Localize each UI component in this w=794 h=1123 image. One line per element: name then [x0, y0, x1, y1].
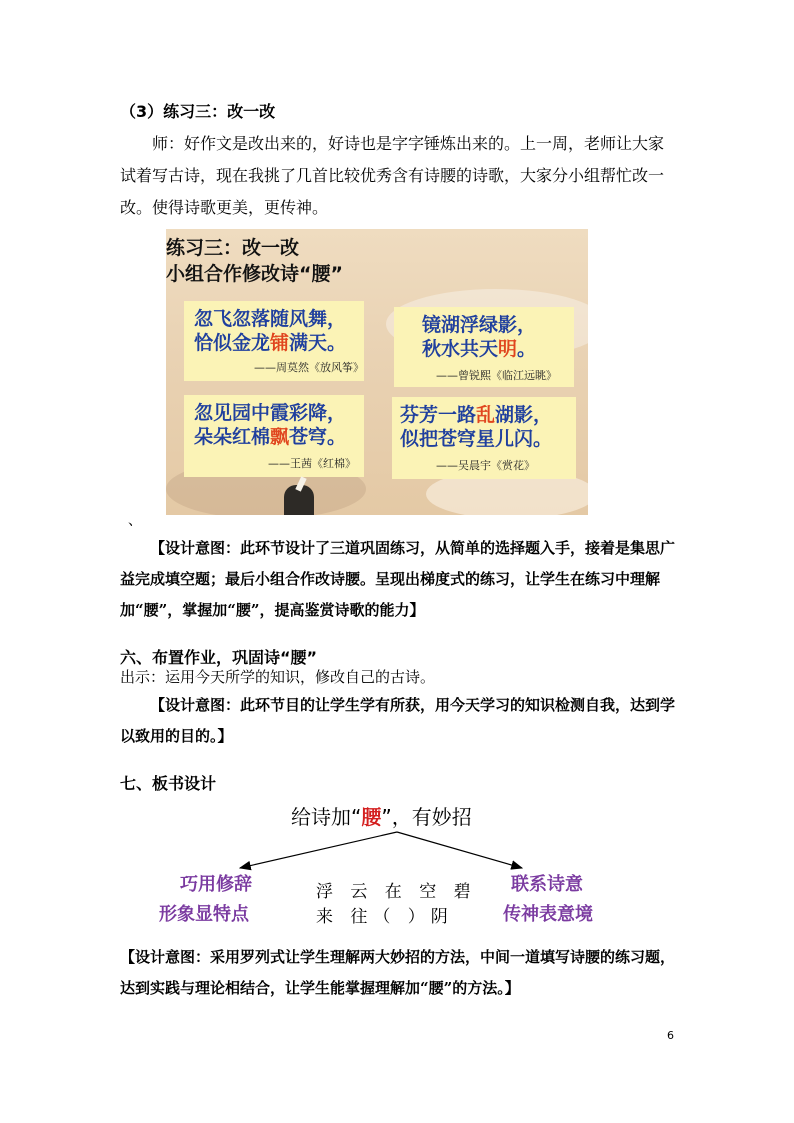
section6-task: 出示：运用今天所学的知识，修改自己的古诗。 — [120, 668, 436, 686]
poem-source: ——曾锐熙《临江远眺》 — [436, 369, 557, 382]
board-title: 给诗加“腰”，有妙招 — [291, 805, 472, 829]
poem-line: 镜湖浮绿影， — [422, 314, 537, 336]
poem-source: ——王茜《红棉》 — [268, 457, 356, 470]
poem-highlight: 飘 — [270, 426, 290, 448]
section7-heading: 七、板书设计 — [120, 774, 217, 793]
page-number: 6 — [667, 1029, 674, 1042]
poem-highlight: 铺 — [270, 332, 290, 354]
stray-mark: 、 — [128, 513, 142, 529]
poem-line: 忽飞忽落随风舞， — [194, 308, 347, 330]
section6-heading: 六、布置作业，巩固诗“腰” — [120, 648, 318, 667]
design-intent-1: 【设计意图：此环节设计了三道巩固练习，从简单的选择题入手，接着是集思广益完成填空题；最后小组合作改诗腰。呈现出梯度式的练习，让学生在练习中理解加“腰”，掌握加“腰”，提高鉴赏诗歌的能力】 — [120, 539, 676, 619]
right-arrow — [397, 832, 522, 868]
board-mid-2: 来 往（ ）阴 — [316, 907, 454, 927]
slide-title-1: 练习三：改一改 — [166, 237, 300, 259]
poem-line: 似把苍穹星儿闪。 — [400, 428, 553, 450]
slide-title-2: 小组合作修改诗“腰” — [166, 263, 343, 285]
poem-line: 秋水共天明。 — [422, 338, 537, 360]
board-right-2: 传神表意境 — [503, 904, 593, 925]
poem-source: ——周莫然《放风筝》 — [254, 361, 364, 374]
poem-highlight: 乱 — [476, 404, 496, 426]
design-intent-2: 【设计意图：此环节目的让学生学有所获，用今天学习的知识检测自我，达到学以致用的目的。】 — [120, 696, 676, 745]
board-left-1: 巧用修辞 — [180, 874, 252, 895]
poem-source: ——吴晨宇《赏花》 — [436, 459, 535, 472]
section3-paragraph: 师：好作文是改出来的，好诗也是字字锤炼出来的。上一周，老师让大家试着写古诗，现在我挑了几首比较优秀含有诗腰的诗歌，大家分小组帮忙改一改。使得诗歌更美，更传神。 — [120, 134, 665, 217]
left-arrow — [240, 832, 397, 868]
board-right-1: 联系诗意 — [511, 874, 583, 895]
board-left-2: 形象显特点 — [159, 904, 249, 925]
poem-line: 恰似金龙铺满天。 — [194, 332, 347, 354]
section3-heading: （3）练习三：改一改 — [120, 102, 276, 121]
poem-line: 忽见园中霞彩降， — [194, 402, 347, 424]
poem-line: 芬芳一路乱湖影， — [400, 404, 553, 426]
design-intent-3: 【设计意图：采用罗列式让学生理解两大妙招的方法，中间一道填写诗腰的练习题，达到实践与理论相结合，让学生能掌握理解加“腰”的方法。】 — [120, 948, 676, 997]
poem-line: 朵朵红棉飘苍穹。 — [194, 426, 347, 448]
board-title-highlight: 腰 — [361, 805, 382, 829]
poem-highlight: 明 — [498, 338, 518, 360]
board-mid-1: 浮 云 在 空 碧 — [316, 882, 477, 902]
